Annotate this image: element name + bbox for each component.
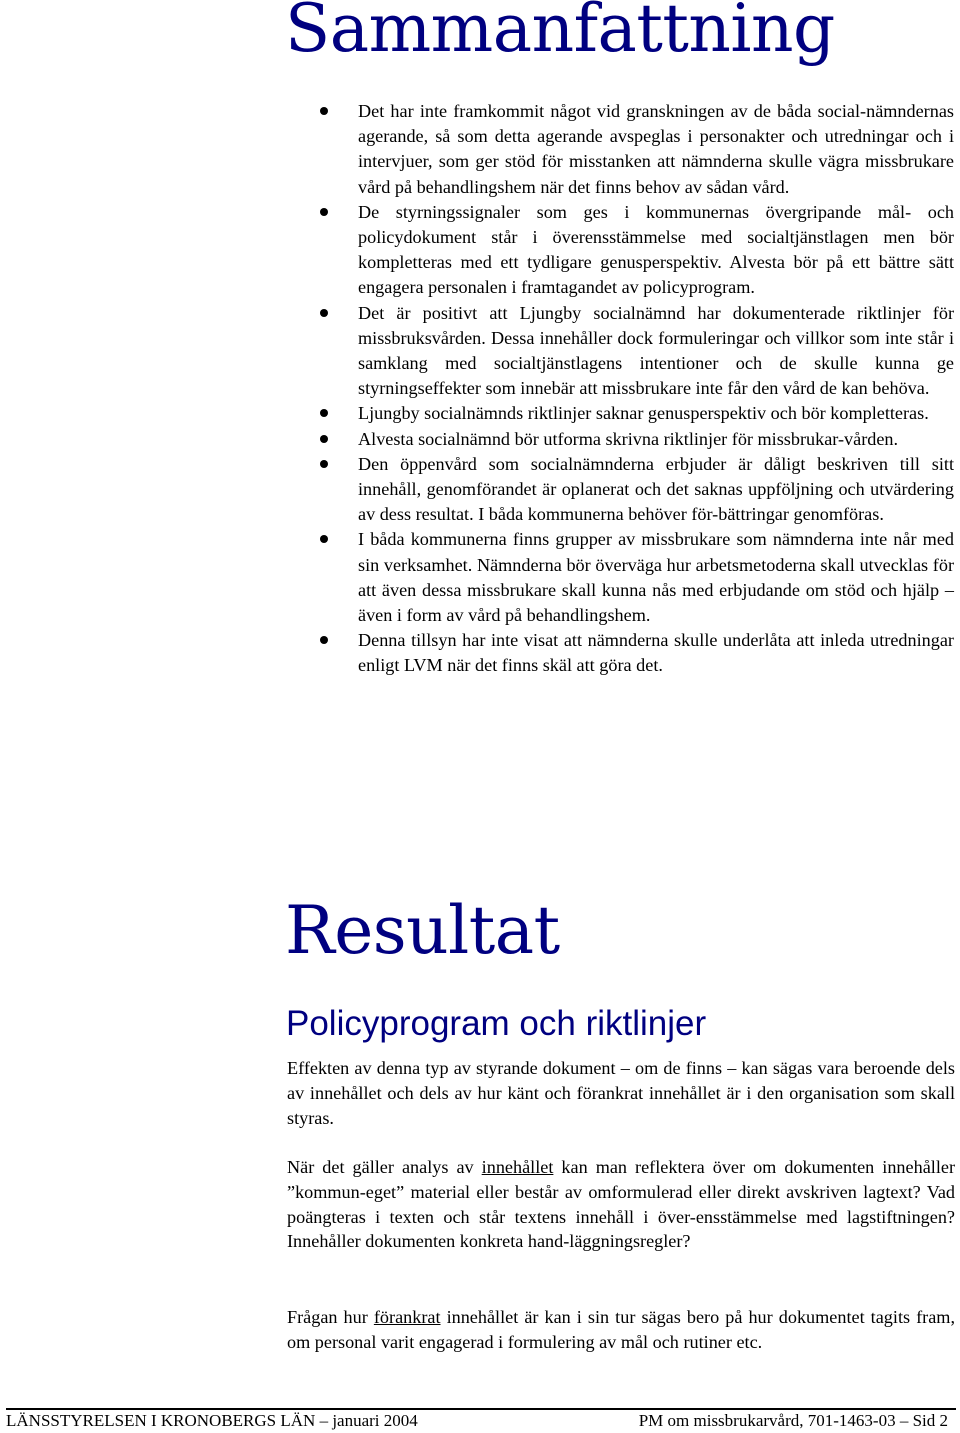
paragraph-anchoring [287, 1305, 955, 1355]
paragraph-text: När det gäller analys av [287, 1157, 482, 1177]
bullet-icon [320, 636, 328, 644]
policy-subheading: Policyprogram och riktlinjer [286, 1004, 707, 1043]
bullet-icon [320, 409, 328, 417]
list-item [358, 401, 954, 426]
list-item [358, 200, 954, 301]
footer-organisation: LÄNSSTYRELSEN I KRONOBERGS LÄN – januari 2004 [6, 1411, 418, 1430]
bullet-text: I båda kommunerna finns grupper av missbrukare som nämnderna inte når med sin verksamhet. Nämnderna bör överväga hur arbetsmetoderna skall utvecklas för att även dessa missbrukare skall kunna nås med erbjudande om stöd och hjälp – även i form av vård på behandlingshem. [358, 529, 954, 626]
bullet-text: Det är positivt att Ljungby socialnämnd har dokumenterade riktlinjer för missbruksvården. Dessa innehåller dock formuleringar och villkor som inte står i samklang med socialtjänstlagens intentioner och de skulle kunna ge styrningseffekter som innebär att missbrukare inte får den vård de kan behöva. [358, 302, 954, 399]
list-item [358, 452, 954, 528]
bullet-text: Alvesta socialnämnd bör utforma skrivna riktlinjer för missbrukar-vården. [358, 428, 899, 449]
bullet-text: Denna tillsyn har inte visat att nämnderna skulle underlåta att inleda utredningar enligt LVM när det finns skäl att göra det. [358, 630, 954, 676]
bullet-icon [320, 208, 328, 216]
list-item [358, 301, 954, 402]
paragraph-text: kan man reflektera över om dokumenten innehåller ”kommun-eget” material eller består av omformulerad eller direkt avskriven lagtext? Vad poängteras i texten och står textens innehåll i över-ensstämmelse med lagstiftningen? Innehåller dokumenten konkreta hand-läggningsregler? [287, 1157, 956, 1252]
list-item [358, 628, 954, 678]
underlined-term: innehållet [481, 1157, 554, 1177]
bullet-icon [320, 460, 328, 468]
list-item [358, 99, 954, 200]
paragraph-effect: Effekten av denna typ av styrande dokument – om de finns – kan sägas vara beroende dels av innehållet och dels av hur känt och förankrat innehållet är i den organisation som skall styras. [287, 1058, 955, 1128]
bullet-text: Det har inte framkommit något vid granskningen av de båda social-nämndernas agerande, så som detta agerande avspeglas i personakter och utredningar och i intervjuer, som ger stöd för misstanken att nämnderna skulle vägra missbrukare vård på behandlingshem när det finns behov av sådan vård. [358, 101, 954, 197]
underlined-term: förankrat [373, 1307, 441, 1327]
bullet-icon [320, 309, 328, 317]
bullet-text: De styrningssignaler som ges i kommunernas övergripande mål- och policydokument står i överensstämmelse med socialtjänstlagen men bör kompletteras med ett tydligare genusperspektiv. Alvesta bör på ett bättre sätt engagera personalen i framtagandet av policyprogram. [358, 201, 954, 298]
bullet-text: Den öppenvård som socialnämnderna erbjuder är dåligt beskriven till sitt innehåll, genomförandet är oplanerat och det saknas uppföljning och utvärdering av dess resultat. I båda kommunerna behöver för-bättringar genomföras. [358, 453, 954, 525]
list-item [358, 427, 954, 452]
results-heading: Resultat [285, 892, 560, 969]
bullet-icon [320, 435, 328, 443]
bullet-text: Ljungby socialnämnds riktlinjer saknar genusperspektiv och bör kompletteras. [358, 403, 929, 424]
summary-heading: Sammanfattning [285, 0, 835, 67]
paragraph-content-analysis [287, 1155, 955, 1254]
bullet-icon [320, 535, 328, 543]
footer-document-reference: PM om missbrukarvård, 701-1463-03 – Sid 2 [638, 1411, 948, 1430]
summary-bullet-list [358, 99, 954, 679]
list-item [358, 527, 954, 628]
paragraph-text: Frågan hur [287, 1307, 374, 1327]
bullet-icon [320, 107, 328, 115]
paragraph-text: innehållet är kan i sin tur sägas bero på hur dokumentet tagits fram, om personal varit engagerad i formulering av mål och rutiner etc. [287, 1307, 956, 1352]
